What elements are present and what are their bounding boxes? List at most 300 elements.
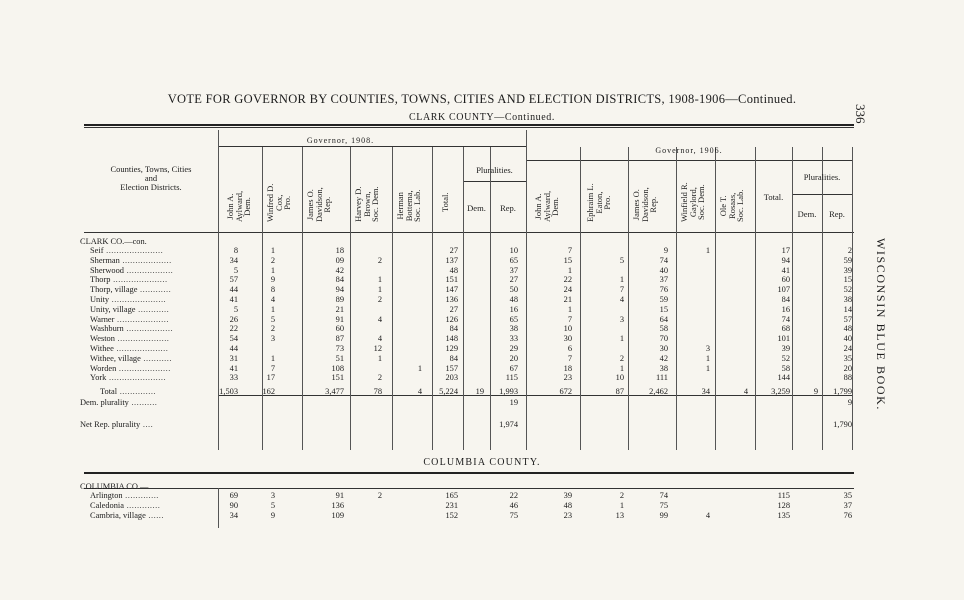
clark-row-3-cell-10: 37 <box>659 275 668 285</box>
clark-row-5-cell-3: 2 <box>377 295 382 304</box>
columbia-row-2-leader: ...... <box>145 510 164 520</box>
clark-total-row-cell-1: 162 <box>262 387 275 396</box>
clark-row-5-leader: ..................... <box>109 295 167 304</box>
columbia-row-0-name: Arlington <box>90 491 123 500</box>
clark-row-12-cell-8: 18 <box>563 363 572 373</box>
clark-net-rep-plurality-row-name: Net Rep. plurality <box>80 420 141 429</box>
columbia-row-0 <box>80 491 900 500</box>
clark-row-5-cell-0: 41 <box>229 295 238 304</box>
candidate-1906-header-3 <box>680 182 706 222</box>
clark-row-11-leader: ........... <box>140 353 172 363</box>
clark-row-5-cell-2: 89 <box>335 295 344 304</box>
columbia-row-1-cell-8: 48 <box>563 500 572 510</box>
clark-row-4 <box>80 285 900 294</box>
columbia-row-2-label <box>90 511 164 520</box>
clark-row-9-name: Weston <box>90 334 115 344</box>
clark-row-0-cell-7: 10 <box>509 246 518 255</box>
clark-row-0 <box>80 246 900 255</box>
clark-row-3-cell-8: 22 <box>563 275 572 285</box>
plurality-dem-1906-header: Dem. <box>797 209 817 219</box>
clark-row-1-cell-1: 2 <box>270 255 275 265</box>
clark-row-3-label <box>90 275 168 284</box>
clark-row-8-cell-8: 10 <box>563 324 572 334</box>
clark-dem-plurality-row-cell-7: 19 <box>509 398 518 407</box>
clark-row-7-cell-2: 91 <box>335 314 344 324</box>
clark-row-11-cell-8: 7 <box>567 353 572 363</box>
columbia-row-0-cell-13: 115 <box>777 491 790 500</box>
clark-row-0-cell-11: 1 <box>705 246 710 255</box>
clark-row-9-leader: .................... <box>114 334 170 344</box>
columbia-row-0-cell-2: 91 <box>335 491 344 500</box>
clark-row-6-cell-2: 21 <box>335 304 344 314</box>
clark-row-4-cell-5: 147 <box>445 285 458 295</box>
clark-row-11-cell-1: 1 <box>270 353 275 363</box>
candidate-1908-header-3-line-1: Brown, <box>361 191 372 217</box>
clark-row-1-cell-2: 09 <box>335 255 344 265</box>
candidate-1906-header-2-line-0: James O. <box>631 189 641 221</box>
clark-row-8-leader: .................. <box>123 324 174 334</box>
columbia-row-0-label <box>90 491 159 500</box>
clark-total-row-cell-0: 1,503 <box>219 387 238 396</box>
clark-row-9-cell-0: 54 <box>229 334 238 344</box>
clark-row-9-cell-13: 101 <box>777 334 790 344</box>
clark-row-4-name: Thorp, village <box>90 285 138 295</box>
candidate-1908-header-0 <box>226 191 252 222</box>
clark-dem-plurality-row-leader: .......... <box>128 398 158 407</box>
clark-row-11-name: Withee, village <box>90 353 141 363</box>
clark-dem-plurality-row-name: Dem. plurality <box>80 398 129 407</box>
clark-total-row-label <box>100 387 156 396</box>
clark-row-4-label <box>90 285 171 294</box>
columbia-row-0-cell-3: 2 <box>377 491 382 500</box>
clark-row-5-cell-9: 4 <box>619 295 624 304</box>
clark-row-1-cell-13: 94 <box>781 255 790 265</box>
clark-row-3-leader: ..................... <box>110 275 168 285</box>
clark-row-13-cell-1: 17 <box>266 373 275 383</box>
clark-row-0-cell-10: 9 <box>663 246 668 255</box>
clark-total-row-cell-9: 87 <box>615 387 624 396</box>
clark-total-row-cell-5: 5,224 <box>439 387 458 396</box>
clark-row-7-leader: .................... <box>114 314 169 324</box>
clark-row-12-cell-11: 1 <box>705 363 710 373</box>
columbia-row-0-leader: ............. <box>122 491 159 500</box>
clark-row-8-cell-10: 58 <box>659 324 668 334</box>
clark-row-7 <box>80 315 900 324</box>
candidate-1906-header-4-line-2: Soc. Lab. <box>735 189 745 222</box>
clark-row-4-cell-8: 24 <box>563 285 572 295</box>
candidate-1906-header-2-line-2: Rep. <box>648 196 658 213</box>
clark-total-row-cell-8: 672 <box>559 387 572 396</box>
clark-row-3-name: Thorp <box>90 275 111 285</box>
clark-row-8-cell-1: 2 <box>270 324 275 334</box>
columbia-row-1-cell-5: 231 <box>445 500 458 510</box>
clark-row-6-cell-1: 1 <box>270 304 275 314</box>
columbia-row-0-cell-0: 69 <box>229 491 238 500</box>
clark-total-row-name: Total <box>100 387 118 396</box>
clark-row-3-cell-5: 151 <box>445 275 458 285</box>
governor-1908-label: Governor, 1908. <box>306 136 375 145</box>
clark-row-0-cell-1: 1 <box>270 246 275 255</box>
clark-row-11-cell-0: 31 <box>229 353 238 363</box>
clark-row-0-cell-13: 17 <box>781 246 790 255</box>
clark-row-8-cell-0: 22 <box>229 324 238 334</box>
clark-row-4-cell-7: 50 <box>509 285 518 295</box>
clark-row-10-cell-11: 3 <box>705 344 710 353</box>
plurality-dem-1908-header: Dem. <box>467 203 486 213</box>
total-1908-header: Total. <box>440 192 450 212</box>
clark-row-8-cell-2: 60 <box>335 324 344 334</box>
clark-row-6-cell-8: 1 <box>567 304 572 314</box>
candidate-1906-header-4 <box>719 190 745 222</box>
clark-row-6-leader: ............ <box>135 304 170 314</box>
clark-row-3-cell-0: 57 <box>229 275 238 285</box>
clark-row-9 <box>80 334 900 343</box>
clark-total-row-cell-2: 3,477 <box>325 387 344 396</box>
clark-row-12-cell-15: 20 <box>843 363 852 373</box>
candidate-1908-header-4-line-1: Bottema, <box>403 190 414 222</box>
candidate-1908-header-4 <box>396 190 422 222</box>
clark-row-2-cell-8: 1 <box>567 265 572 275</box>
columbia-row-2 <box>80 511 900 520</box>
columbia-row-2-cell-10: 99 <box>659 510 668 520</box>
clark-row-1-cell-10: 74 <box>659 255 668 265</box>
clark-row-1-cell-9: 5 <box>619 255 624 265</box>
columbia-row-2-cell-11: 4 <box>705 510 710 520</box>
columbia-row-0-cell-10: 74 <box>659 491 668 500</box>
clark-row-10-cell-0: 44 <box>229 344 238 353</box>
clark-row-2-cell-2: 42 <box>335 265 344 275</box>
clark-row-4-cell-10: 76 <box>659 285 668 295</box>
clark-row-8-label <box>90 324 173 333</box>
columbia-row-2-cell-15: 76 <box>843 510 852 520</box>
clark-row-7-cell-9: 3 <box>619 314 624 324</box>
clark-row-1-leader: ................... <box>119 255 172 265</box>
clark-row-4-cell-0: 44 <box>229 285 238 295</box>
clark-row-10-cell-7: 29 <box>509 344 518 353</box>
clark-row-6-name: Unity, village <box>90 304 136 314</box>
clark-row-12-cell-5: 157 <box>445 363 458 373</box>
clark-row-13-label <box>90 373 166 382</box>
columbia-row-0-cell-15: 35 <box>843 491 852 500</box>
candidate-1908-header-1-line-2: Pro. <box>282 195 292 210</box>
clark-net-rep-plurality-row-leader: .... <box>140 420 154 429</box>
clark-row-9-cell-1: 3 <box>270 334 275 344</box>
candidate-1908-header-0-line-2: Dem. <box>242 197 252 216</box>
candidate-1906-header-2-line-1: Davidson, <box>639 187 650 222</box>
clark-row-7-name: Warner <box>90 314 115 324</box>
columbia-row-1-cell-10: 75 <box>659 500 668 510</box>
clark-net-rep-plurality-row <box>80 420 900 429</box>
clark-row-1-cell-0: 34 <box>229 255 238 265</box>
clark-row-11-cell-5: 84 <box>449 353 458 363</box>
columbia-section-title: COLUMBIA COUNTY. <box>423 457 541 468</box>
columbia-row-1-cell-7: 46 <box>509 500 518 510</box>
clark-row-2-name: Sherwood <box>90 265 124 275</box>
clark-row-0-cell-2: 18 <box>335 246 344 255</box>
row-header-line-2: Election Districts. <box>120 182 182 192</box>
clark-row-9-cell-9: 1 <box>619 334 624 344</box>
clark-row-2-cell-0: 5 <box>233 265 238 275</box>
candidate-1908-header-3-line-0: Harvey D. <box>353 186 363 222</box>
clark-row-5-name: Unity <box>90 295 110 304</box>
columbia-row-2-cell-5: 152 <box>445 510 458 520</box>
clark-row-3-cell-2: 84 <box>335 275 344 285</box>
clark-row-1 <box>80 256 900 265</box>
candidate-1908-header-0-line-1: Aylward, <box>233 190 244 222</box>
clark-row-1-cell-7: 65 <box>509 255 518 265</box>
clark-row-13-name: York <box>90 373 107 383</box>
clark-row-10-cell-15: 24 <box>843 344 852 353</box>
columbia-row-1-cell-9: 1 <box>619 500 624 510</box>
clark-row-10-cell-10: 30 <box>659 344 668 353</box>
clark-total-row-cell-7: 1,993 <box>499 387 518 396</box>
clark-row-5-cell-10: 59 <box>659 295 668 304</box>
columbia-row-1-name: Caledonia <box>90 500 124 510</box>
clark-row-5-cell-15: 38 <box>843 295 852 304</box>
clark-row-2-leader: .................. <box>123 265 174 275</box>
columbia-row-1-leader: ............. <box>123 500 161 510</box>
columbia-row-1-cell-15: 37 <box>843 500 852 510</box>
clark-row-10-cell-8: 6 <box>567 344 572 353</box>
clark-row-4-cell-2: 94 <box>335 285 344 295</box>
clark-row-3-cell-15: 15 <box>843 275 852 285</box>
clark-row-10 <box>80 344 900 353</box>
clark-row-13-cell-7: 115 <box>505 373 518 383</box>
clark-row-10-cell-3: 12 <box>373 344 382 353</box>
clark-row-11-label <box>90 354 172 363</box>
clark-row-5-cell-8: 21 <box>563 295 572 304</box>
clark-row-12-cell-13: 58 <box>781 363 790 373</box>
columbia-row-2-cell-1: 9 <box>270 510 275 520</box>
clark-row-7-cell-1: 5 <box>270 314 275 324</box>
clark-row-4-cell-9: 7 <box>619 285 624 295</box>
clark-row-10-label <box>90 344 168 353</box>
clark-row-3-cell-9: 1 <box>619 275 624 285</box>
candidate-1908-header-2-line-1: Davidson, <box>313 187 324 222</box>
clark-row-12-label <box>90 364 171 373</box>
candidate-1906-header-1 <box>586 183 612 222</box>
clark-row-5-cell-13: 84 <box>781 295 790 304</box>
clark-row-12-cell-9: 1 <box>619 363 624 373</box>
candidate-1908-header-1 <box>266 184 292 222</box>
clark-row-11-cell-15: 35 <box>843 353 852 363</box>
clark-row-3-cell-13: 60 <box>781 275 790 285</box>
clark-net-rep-plurality-row-cell-7: 1,974 <box>499 420 518 429</box>
candidate-1906-header-0 <box>534 191 560 222</box>
columbia-row-1-cell-0: 90 <box>229 500 238 510</box>
clark-row-9-cell-8: 30 <box>563 334 572 344</box>
clark-row-13-cell-10: 111 <box>656 373 668 383</box>
clark-row-12-cell-10: 38 <box>659 363 668 373</box>
clark-row-13-cell-13: 144 <box>777 373 790 383</box>
clark-row-1-cell-8: 15 <box>563 255 572 265</box>
candidate-1906-header-0-line-1: Aylward, <box>541 190 552 222</box>
columbia-row-0-cell-8: 39 <box>563 491 572 500</box>
side-running-title: WISCONSIN BLUE BOOK. <box>874 238 888 411</box>
clark-row-11-cell-2: 51 <box>335 353 344 363</box>
plurality-rep-1906-header: Rep. <box>829 209 845 219</box>
columbia-row-2-name: Cambria, village <box>90 510 146 520</box>
clark-row-7-cell-5: 126 <box>445 314 458 324</box>
clark-row-11-cell-3: 1 <box>377 353 382 363</box>
clark-row-2-cell-7: 37 <box>509 265 518 275</box>
clark-row-11-cell-9: 2 <box>619 353 624 363</box>
clark-row-5-cell-1: 4 <box>270 295 275 304</box>
clark-row-12-leader: .................... <box>116 363 171 373</box>
clark-row-10-name: Withee <box>90 344 114 353</box>
clark-row-0-cell-5: 27 <box>449 246 458 255</box>
clark-total-row-cell-10: 2,462 <box>649 387 668 396</box>
columbia-row-1-label <box>90 501 160 510</box>
candidate-1906-header-1-line-2: Pro. <box>602 195 612 210</box>
clark-row-0-cell-15: 2 <box>847 246 852 255</box>
clark-row-6-cell-0: 5 <box>233 304 238 314</box>
clark-total-row-cell-4: 4 <box>417 387 422 396</box>
candidate-1906-header-1-line-1: Eaton, <box>593 191 604 214</box>
candidate-1906-header-0-line-2: Dem. <box>550 197 560 216</box>
clark-row-10-leader: .................... <box>113 344 169 353</box>
clark-row-6-label <box>90 305 169 314</box>
clark-row-2-cell-10: 40 <box>659 265 668 275</box>
clark-row-5-cell-7: 48 <box>509 295 518 304</box>
candidate-1908-header-4-line-2: Soc. Lab. <box>412 189 422 222</box>
clark-row-2-cell-5: 48 <box>449 265 458 275</box>
pluralities-1906-header: Pluralities. <box>803 172 841 182</box>
clark-total-row-cell-13: 3,259 <box>771 387 790 396</box>
clark-row-7-cell-15: 57 <box>843 314 852 324</box>
columbia-row-2-cell-2: 109 <box>331 510 344 520</box>
candidate-1906-header-4-line-0: Ole T. <box>718 195 728 217</box>
clark-row-13-cell-9: 10 <box>615 373 624 383</box>
clark-row-12-cell-4: 1 <box>417 363 422 373</box>
clark-row-6 <box>80 305 900 314</box>
clark-row-4-leader: ............ <box>137 285 172 295</box>
clark-dem-plurality-row-label <box>80 398 157 407</box>
clark-row-7-cell-13: 74 <box>781 314 790 324</box>
clark-row-10-cell-13: 39 <box>781 344 790 353</box>
clark-net-rep-plurality-row-cell-15: 1,790 <box>833 420 852 429</box>
candidate-1908-header-2-line-0: James O. <box>305 189 315 221</box>
candidate-1906-header-1-line-0: Ephraim L. <box>585 183 595 222</box>
clark-total-row-cell-11: 34 <box>701 387 710 396</box>
columbia-row-2-cell-7: 75 <box>509 510 518 520</box>
clark-row-10-cell-5: 129 <box>445 344 458 353</box>
clark-row-11 <box>80 354 900 363</box>
clark-total-row-cell-15: 1,799 <box>833 387 852 396</box>
columbia-top-rule <box>84 472 854 474</box>
clark-row-13-leader: ...................... <box>106 373 167 383</box>
clark-row-2-label <box>90 266 173 275</box>
group-1908-rule <box>218 146 526 147</box>
page-title: VOTE FOR GOVERNOR BY COUNTIES, TOWNS, CITIES AND ELECTION DISTRICTS, 1908-1906—Continued. <box>167 92 797 106</box>
clark-total-row-cell-14: 9 <box>813 387 818 396</box>
clark-row-4-cell-3: 1 <box>377 285 382 295</box>
clark-row-10-cell-2: 73 <box>335 344 344 353</box>
columbia-row-2-cell-0: 34 <box>229 510 238 520</box>
clark-section-label <box>80 237 900 246</box>
clark-row-0-label <box>90 246 163 255</box>
clark-row-7-cell-7: 65 <box>509 314 518 324</box>
candidate-1908-header-2-line-2: Rep. <box>322 196 332 213</box>
clark-row-12-cell-0: 41 <box>229 363 238 373</box>
columbia-row-0-cell-9: 2 <box>619 491 624 500</box>
candidate-1908-header-3-line-2: Soc. Dem. <box>370 186 380 222</box>
candidate-1908-header-0-line-0: John A. <box>225 193 235 220</box>
clark-row-8-cell-15: 48 <box>843 324 852 334</box>
row-header-line-1: and <box>144 173 158 183</box>
candidate-1906-header-3-line-2: Soc. Dem. <box>696 184 706 220</box>
columbia-row-0-cell-1: 3 <box>270 491 275 500</box>
clark-total-row-cell-3: 78 <box>373 387 382 396</box>
clark-net-rep-plurality-row-label <box>80 420 153 429</box>
candidate-1908-header-1-line-0: Winfred D. <box>265 183 275 222</box>
clark-row-4-cell-15: 52 <box>843 285 852 295</box>
clark-row-7-cell-8: 7 <box>567 314 572 324</box>
clark-row-11-cell-13: 52 <box>781 353 790 363</box>
clark-row-13-cell-0: 33 <box>229 373 238 383</box>
clark-row-5 <box>80 295 900 304</box>
clark-row-0-cell-8: 7 <box>567 246 572 255</box>
clark-row-7-cell-10: 64 <box>659 314 668 324</box>
page-subtitle: CLARK COUNTY—Continued. <box>408 112 556 123</box>
top-rule-inner <box>84 127 854 128</box>
clark-row-8-name: Washburn <box>90 324 124 334</box>
clark-row-6-cell-7: 16 <box>509 304 518 314</box>
clark-row-12-cell-1: 7 <box>270 363 275 373</box>
clark-row-13-cell-3: 2 <box>377 373 382 383</box>
columbia-row-1-cell-1: 5 <box>270 500 275 510</box>
columbia-row-0-cell-7: 22 <box>509 491 518 500</box>
candidate-1906-header-2 <box>632 187 658 222</box>
clark-total-row-leader: .............. <box>117 387 156 396</box>
clark-row-12-name: Worden <box>90 363 117 373</box>
clark-total-row-cell-6: 19 <box>475 387 484 396</box>
clark-row-2-cell-13: 41 <box>781 265 790 275</box>
pluralities-1908-header: Pluralities. <box>476 165 513 175</box>
columbia-section-label-text: COLUMBIA CO.— <box>80 482 149 491</box>
clark-row-5-label <box>90 295 166 304</box>
clark-row-12-cell-2: 108 <box>331 363 344 373</box>
clark-row-13-cell-15: 88 <box>843 373 852 383</box>
clark-row-12 <box>80 364 900 373</box>
clark-row-8-cell-7: 38 <box>509 324 518 334</box>
clark-row-11-cell-11: 1 <box>705 353 710 363</box>
top-rule <box>84 124 854 126</box>
clark-total-row-cell-12: 4 <box>743 387 748 396</box>
columbia-row-1-cell-13: 128 <box>777 500 790 510</box>
row-header-label <box>84 165 218 192</box>
clark-row-1-cell-5: 137 <box>445 255 458 265</box>
page-number: 336 <box>853 104 868 124</box>
columbia-row-0-cell-5: 165 <box>445 491 458 500</box>
clark-total-row <box>80 387 900 396</box>
clark-row-8-cell-5: 84 <box>449 324 458 334</box>
columbia-row-2-cell-8: 23 <box>563 510 572 520</box>
candidate-1906-header-0-line-0: John A. <box>533 193 543 220</box>
clark-row-12-cell-7: 67 <box>509 363 518 373</box>
clark-section-label-text: CLARK CO.—con. <box>80 237 147 246</box>
candidate-1906-header-3-line-0: Winfield R. <box>679 182 689 222</box>
clark-row-9-cell-2: 87 <box>335 334 344 344</box>
candidate-1906-header-3-line-1: Gaylord, <box>687 187 698 218</box>
clark-row-6-cell-15: 14 <box>843 304 852 314</box>
header-bottom-rule <box>84 232 854 233</box>
clark-row-8-cell-13: 68 <box>781 324 790 334</box>
clark-row-1-label <box>90 256 172 265</box>
clark-row-0-cell-0: 8 <box>233 246 238 255</box>
total-1906-header: Total. <box>763 192 784 202</box>
clark-dem-plurality-row-cell-15: 9 <box>847 398 852 407</box>
